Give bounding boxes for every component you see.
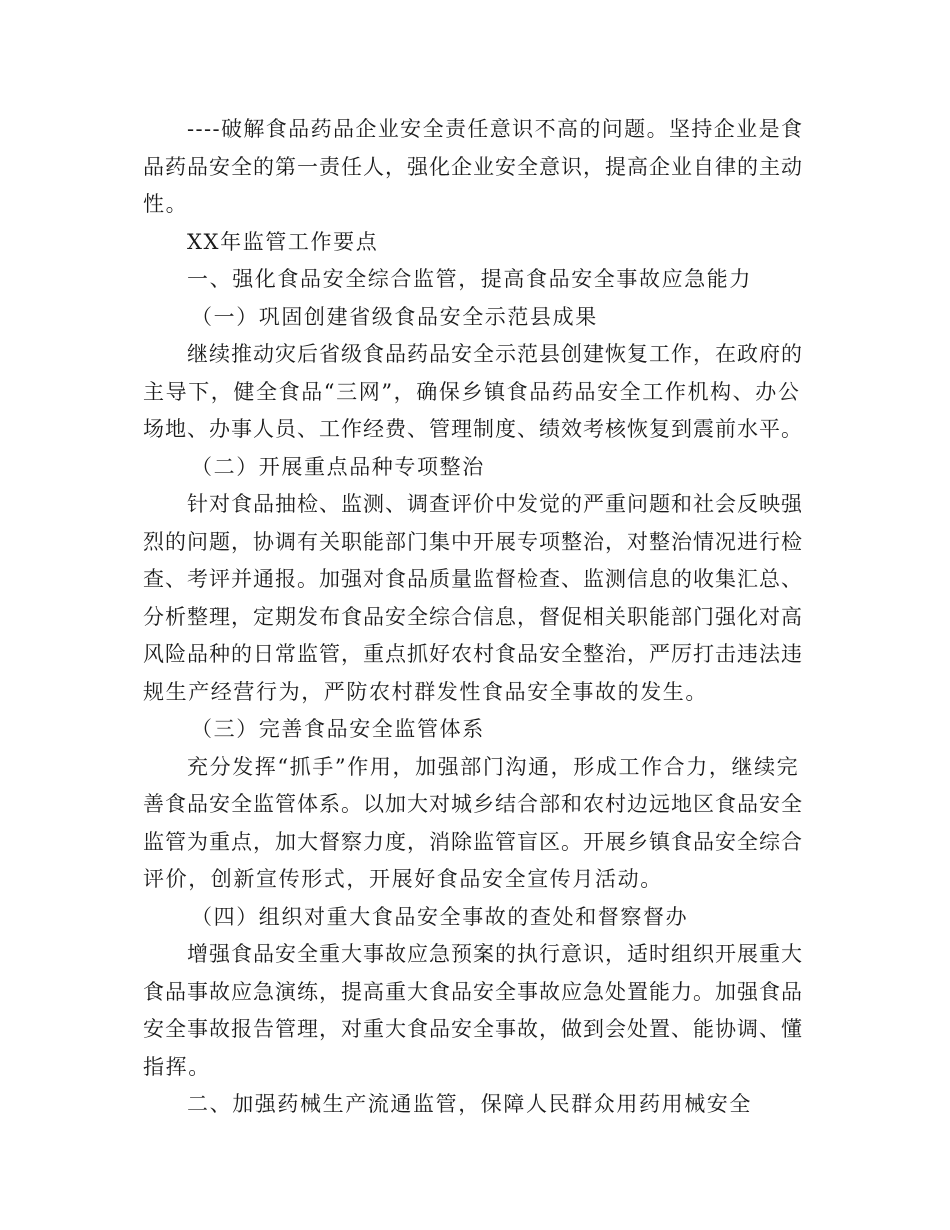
text-line: （三）完善食品安全监管体系 xyxy=(191,717,485,741)
text-line: XX年监管工作要点 xyxy=(187,229,379,254)
text-line: 针对食品抽检、监测、调查评价中发觉的严重问题和社会反映强 xyxy=(187,492,803,516)
document-body xyxy=(143,111,803,1124)
text-line: 二、加强药械生产流通监管，保障人民群众用药用械安全 xyxy=(187,1092,752,1116)
text-line: 性。 xyxy=(143,192,189,216)
text-line: 继续推动灾后省级食品药品安全示范县创建恢复工作，在政府的 xyxy=(187,342,803,366)
text-line: 规生产经营行为，严防农村群发性食品安全事故的发生。 xyxy=(143,679,708,704)
text-line: 善食品安全监管体系。以加大对城乡结合部和农村边远地区食品安全 xyxy=(143,792,803,816)
text-line: 查、考评并通报。加强对食品质量监督检查、监测信息的收集汇总、 xyxy=(143,567,803,591)
text-line: 充分发挥“抓手”作用，加强部门沟通，形成工作合力，继续完 xyxy=(187,754,800,779)
text-line: 监管为重点，加大督察力度，消除监管盲区。开展乡镇食品安全综合 xyxy=(143,829,803,854)
text-line: 主导下，健全食品“三网”，确保乡镇食品药品安全工作机构、办公 xyxy=(143,379,801,404)
text-line: 品药品安全的第一责任人，强化企业安全意识，提高企业自律的主动 xyxy=(143,154,803,179)
text-line: 增强食品安全重大事故应急预案的执行意识，适时组织开展重大 xyxy=(187,942,803,966)
text-line: 分析整理，定期发布食品安全综合信息，督促相关职能部门强化对高 xyxy=(143,604,803,629)
text-line: （二）开展重点品种专项整治 xyxy=(191,454,485,479)
text-line: 食品事故应急演练，提高重大食品安全事故应急处置能力。加强食品 xyxy=(143,979,803,1004)
text-line: 评价，创新宣传形式，开展好食品安全宣传月活动。 xyxy=(143,867,663,891)
text-line: （一）巩固创建省级食品安全示范县成果 xyxy=(191,304,598,329)
text-line: （四）组织对重大食品安全事故的查处和督察督办 xyxy=(191,904,689,929)
text-line: 指挥。 xyxy=(143,1054,211,1079)
text-line: 场地、办事人员、工作经费、管理制度、绩效考核恢复到震前水平。 xyxy=(143,417,803,441)
text-line: ----破解食品药品企业安全责任意识不高的问题。坚持企业是食 xyxy=(187,117,804,141)
text-line: 安全事故报告管理，对重大食品安全事故，做到会处置、能协调、懂 xyxy=(143,1017,803,1041)
text-line: 风险品种的日常监管，重点抓好农村食品安全整治，严厉打击违法违 xyxy=(143,642,803,666)
text-line: 一、强化食品安全综合监管，提高食品安全事故应急能力 xyxy=(187,267,752,291)
text-line: 烈的问题，协调有关职能部门集中开展专项整治，对整治情况进行检 xyxy=(143,529,803,554)
